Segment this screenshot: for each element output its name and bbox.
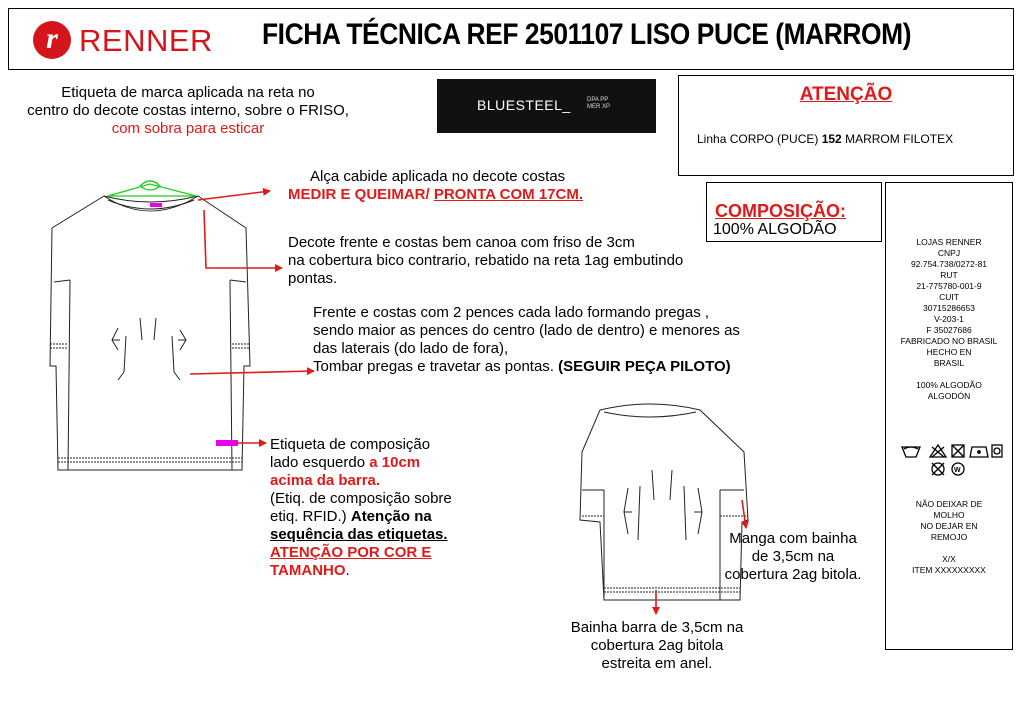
comp-note-line1: Etiqueta de composição [270, 436, 431, 453]
comp-note-line7: ATENÇÃO POR COR E [270, 544, 432, 561]
comp-note-line4: (Etiq. de composição sobre [270, 490, 452, 507]
brand-label-line1: Etiqueta de marca aplicada na reta no [61, 84, 315, 101]
thread-prefix: Linha CORPO (PUCE) [697, 132, 822, 146]
brand-label-marker [150, 203, 162, 207]
care-label-line: 100% ALGODÃO [916, 380, 982, 390]
hanger-note-ready: PRONTA COM 17CM. [433, 186, 584, 203]
comp-note-line3: acima da barra. [270, 472, 381, 489]
care-label-line: LOJAS RENNER [916, 237, 982, 247]
sleeve-note-line1: Manga com bainha [729, 530, 857, 547]
bluesteel-brand-label [437, 79, 656, 133]
hem-note [558, 619, 756, 673]
care-label-line: REMOJO [930, 532, 968, 542]
composition-title: COMPOSIÇÃO: [715, 201, 847, 221]
pleats-note-line4 [313, 358, 740, 376]
care-symbols-icon [886, 439, 1012, 479]
pleats-note-line1: Frente e costas com 2 pences cada lado formando pregas , [313, 304, 710, 321]
thread-suffix: MARROM FILOTEX [841, 132, 954, 146]
neckline-note-line1: Decote frente e costas bem canoa com friso de 3cm [288, 234, 635, 251]
care-label-line: 30715286653 [922, 303, 975, 313]
front-garment-drawing [50, 196, 250, 470]
neckline-note-line3: pontas. [288, 270, 338, 287]
pleats-note-pilot: (SEGUIR PEÇA PILOTO) [558, 358, 731, 375]
care-label-line: CNPJ [937, 248, 961, 258]
care-label-line: MOLHO [933, 510, 965, 520]
composition-label-note [270, 436, 452, 580]
pleats-note-line2: sendo maior as pences do centro (lado de dentro) e menores as [313, 322, 740, 339]
care-label-line: X/X [942, 554, 956, 564]
care-label-line: ALGODÓN [927, 391, 971, 401]
care-label-line: RUT [940, 270, 958, 280]
care-label-line: FABRICADO NO BRASIL [900, 336, 998, 346]
care-label-line: CUIT [939, 292, 959, 302]
attention-thread-line [697, 132, 953, 146]
svg-text:W: W [954, 467, 961, 474]
comp-note-line6: sequência das etiquetas. [270, 526, 448, 543]
care-label-line: HECHO EN [926, 347, 972, 357]
hanger-note-line2 [288, 186, 583, 204]
comp-note-line2 [270, 454, 452, 472]
neckline-note [288, 234, 683, 288]
sleeve-note-line2: de 3,5cm na [751, 548, 835, 565]
composition-label-marker [216, 440, 238, 446]
hanger-note [288, 168, 584, 204]
brand-label-note [8, 84, 368, 138]
comp-note-attention: Atenção na [350, 508, 432, 525]
care-label-line: NO DEJAR EN [920, 521, 978, 531]
attention-title-text: ATENÇÃO [799, 84, 893, 105]
hem-note-line3: estreita em anel. [601, 655, 713, 672]
thread-number: 152 [821, 132, 842, 146]
comp-note-line8 [270, 562, 452, 580]
pleats-note [313, 304, 740, 376]
logo-emblem: r [33, 21, 71, 59]
hanger-note-line1: Alça cabide aplicada no decote costas [310, 168, 566, 185]
neckline-note-line2: na cobertura bico contrario, rebatido na reta 1ag embutindo [288, 252, 684, 269]
hem-note-line1: Bainha barra de 3,5cm na [570, 619, 744, 636]
care-label-line: 21-775780-001-9 [916, 281, 982, 291]
comp-note-line5 [270, 508, 452, 526]
pleats-note-tack: Tombar pregas e travetar as pontas. [313, 358, 559, 375]
care-label-line: BRASIL [933, 358, 965, 368]
bluesteel-size-line2: MER XP [587, 104, 611, 110]
hem-note-line2: cobertura 2ag bitola [590, 637, 724, 654]
brand-label-line3: com sobra para esticar [111, 120, 265, 137]
comp-note-period: . [345, 562, 350, 579]
brand-label-line2: centro do decote costas interno, sobre o FRISO, [27, 102, 349, 119]
attention-title [679, 84, 1013, 106]
hanger-note-measure: MEDIR E QUEIMAR/ [288, 186, 434, 203]
care-label-line: ITEM XXXXXXXXX [912, 565, 986, 575]
care-label-line: 92.754.738/0272-81 [910, 259, 988, 269]
pleats-note-line3: das laterais (do lado de fora), [313, 340, 509, 357]
comp-note-distance: a 10cm [369, 454, 421, 471]
bluesteel-size-line1: DPA PP [587, 97, 609, 103]
comp-note-rfid: etiq. RFID.) [270, 508, 351, 525]
attention-box [678, 75, 1014, 176]
care-label-line: V-203-1 [934, 314, 964, 324]
logo-text: RENNER [79, 23, 213, 58]
care-label-tag [885, 182, 1013, 650]
comp-note-side: lado esquerdo [270, 454, 370, 471]
sleeve-note [718, 530, 868, 584]
comp-note-size: TAMANHO [270, 562, 346, 579]
bluesteel-name: BLUESTEEL_ [477, 97, 571, 113]
page-title: FICHA TÉCNICA REF 2501107 LISO PUCE (MARROM) [262, 18, 912, 51]
care-label-line: NÃO DEIXAR DE [915, 499, 983, 509]
sleeve-note-line3: cobertura 2ag bitola. [724, 566, 862, 583]
bluesteel-size [587, 97, 610, 111]
care-label-line: F 35027686 [926, 325, 972, 335]
renner-logo [19, 12, 229, 66]
hanger-loop-icon [108, 181, 196, 196]
composition-box [706, 182, 882, 242]
composition-value: 100% ALGODÃO [713, 221, 837, 238]
